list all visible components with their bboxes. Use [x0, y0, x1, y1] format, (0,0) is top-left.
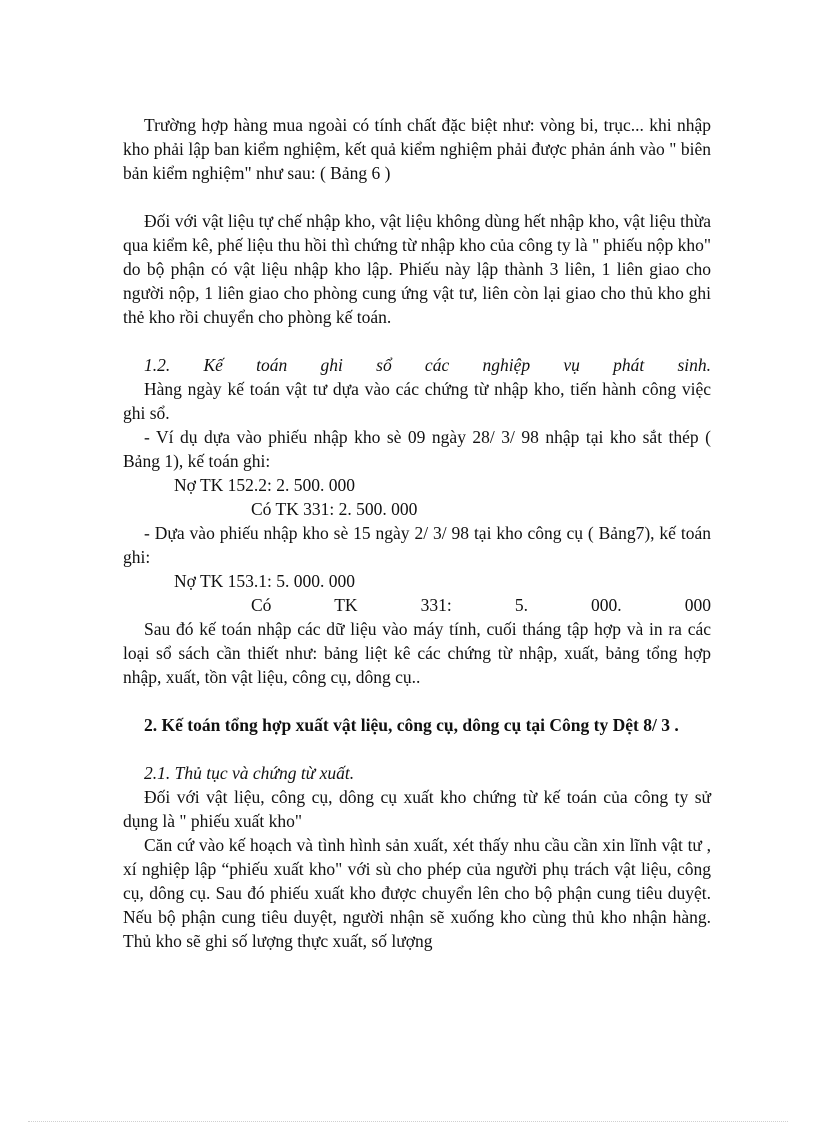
subheading-1-2: 1.2. Kế toán ghi sổ các nghiệp vụ phát sinh.: [144, 355, 711, 375]
page-bottom-rule: [28, 1121, 788, 1122]
paragraph-spacer: [123, 329, 711, 353]
paragraph-example-1: - Ví dụ dựa vào phiếu nhập kho sè 09 ngày 28/ 3/ 98 nhập tại kho sắt thép ( Bảng 1), kế toán ghi:: [123, 427, 711, 471]
journal-entry-2-credit: Có TK 331: 5. 000. 000: [251, 595, 711, 615]
paragraph-spacer: [123, 737, 711, 761]
paragraph-data-entry: Sau đó kế toán nhập các dữ liệu vào máy tính, cuối tháng tập hợp và in ra các loại sổ sách cần thiết như: bảng liệt kê các chứng từ nhập, xuất, bảng tổng hợp nhập, xuất, tồn vật liệu, công cụ, dông cụ..: [123, 619, 711, 687]
journal-entry-2-debit: Nợ TK 153.1: 5. 000. 000: [174, 571, 356, 591]
journal-entry-1-debit: Nợ TK 152.2: 2. 500. 000: [174, 475, 356, 495]
paragraph-example-2: - Dựa vào phiếu nhập kho sè 15 ngày 2/ 3/ 98 tại kho công cụ ( Bảng7), kế toán ghi:: [123, 523, 711, 567]
journal-entry-1-credit: Có TK 331: 2. 500. 000: [251, 499, 418, 519]
paragraph-self-made-materials: Đối với vật liệu tự chế nhập kho, vật liệu không dùng hết nhập kho, vật liệu thừa qua kiểm kê, phế liệu thu hồi thì chứng từ nhập kho của công ty là " phiếu nộp kho" do bộ phận có vật liệu nhập kho lập. Phiếu này lập thành 3 liên, 1 liên giao cho người nộp, 1 liên giao cho phòng cung ứng vật tư, liên còn lại giao cho thủ kho ghi thẻ kho rồi chuyển cho phòng kế toán.: [123, 211, 711, 327]
section-heading-2: 2. Kế toán tổng hợp xuất vật liệu, công cụ, dông cụ tại Công ty Dệt 8/ 3 .: [144, 715, 679, 735]
document-body: [123, 113, 711, 953]
paragraph-spacer: [123, 185, 711, 209]
subheading-2-1: 2.1. Thủ tục và chứng từ xuất.: [144, 763, 355, 783]
paragraph-issue-procedure: Căn cứ vào kế hoạch và tình hình sản xuất, xét thấy nhu cầu cần xin lĩnh vật tư , xí nghiệp lập “phiếu xuất kho" với sù cho phép của người phụ trách vật liệu, công cụ, dông cụ. Sau đó phiếu xuất kho được chuyển lên cho bộ phận cung tiêu duyệt. Nếu bộ phận cung tiêu duyệt, người nhận sẽ xuống kho cùng thủ kho nhận hàng. Thủ kho sẽ ghi số lượng thực xuất, số lượng: [123, 835, 711, 951]
paragraph-inspection: Trường hợp hàng mua ngoài có tính chất đặc biệt như: vòng bi, trục... khi nhập kho phải lập ban kiểm nghiệm, kết quả kiểm nghiệm phải được phản ánh vào " biên bản kiểm nghiệm" như sau: ( Bảng 6 ): [123, 115, 711, 183]
paragraph-daily-recording: Hàng ngày kế toán vật tư dựa vào các chứng từ nhập kho, tiến hành công việc ghi sổ.: [123, 379, 711, 423]
paragraph-issue-documents: Đối với vật liệu, công cụ, dông cụ xuất kho chứng từ kế toán của công ty sử dụng là " phiếu xuất kho": [123, 787, 711, 831]
paragraph-spacer: [123, 689, 711, 713]
